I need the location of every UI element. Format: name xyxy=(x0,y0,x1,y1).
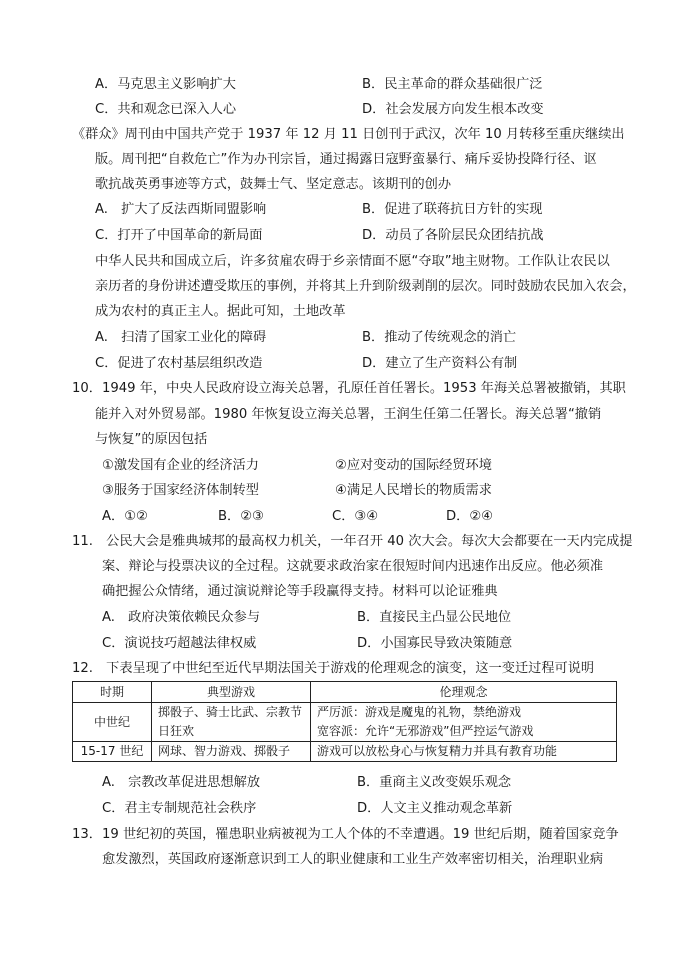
q10-item-3: ③服务于国家经济体制转型 xyxy=(102,483,259,498)
q9-stem-line: 亲历者的身份讲述遭受欺压的事例，并将其上升到阶级剥削的层次。同时鼓励农民加入农会， xyxy=(95,279,636,294)
q12-table xyxy=(72,681,617,762)
q12-option-b: B．重商主义改变娱乐观念 xyxy=(357,775,512,790)
q10-option-b: B．②③ xyxy=(218,509,264,524)
table-header-games: 典型游戏 xyxy=(152,682,311,703)
q11-option-b: B．直接民主凸显公民地位 xyxy=(357,610,512,625)
q11-stem-line: 案、辩论与投票决议的全过程。这就要求政治家在很短时间内迅速作出反应。他必须准 xyxy=(102,559,604,574)
q7-option-a: A．马克思主义影响扩大 xyxy=(95,77,236,92)
q9-stem-line: 成为农村的真正主人。据此可知，土地改革 xyxy=(95,304,346,319)
table-header-row xyxy=(73,682,617,703)
q10-stem-line: 与恢复”的原因包括 xyxy=(95,432,208,447)
table-row xyxy=(73,742,617,762)
q8-option-c: C．打开了中国革命的新局面 xyxy=(95,228,263,243)
q10-item-1: ①激发国有企业的经济活力 xyxy=(102,458,259,473)
q11-option-d: D．小国寡民导致决策随意 xyxy=(357,636,513,651)
q8-stem-line: 版。周刊把“自救危亡”作为办刊宗旨，通过揭露日寇野蛮暴行、痛斥妥协投降行径、讴 xyxy=(95,152,597,167)
q9-option-c: C．促进了农村基层组织改造 xyxy=(95,356,263,371)
q12-option-a: A. 宗教改革促进思想解放 xyxy=(102,775,261,790)
q10-item-2: ②应对变动的国际经贸环境 xyxy=(335,458,492,473)
cell-line: 宽容派：允许“无邪游戏”但严控运气游戏 xyxy=(317,724,534,738)
q9-stem-line: 中华人民共和国成立后，许多贫雇农碍于乡亲情面不愿“夺取”地主财物。工作队让农民以 xyxy=(95,254,610,269)
q11-stem-line: 确把握公众情绪，通过演说辩论等手段赢得支持。材料可以论证雅典 xyxy=(102,584,498,599)
q10-option-c: C．③④ xyxy=(332,509,379,524)
q7-option-d: D．社会发展方向发生根本改变 xyxy=(362,102,544,117)
table-header-ethics: 伦理观念 xyxy=(311,682,617,703)
table-cell-games: 网球、智力游戏、掷骰子 xyxy=(152,742,311,762)
q11-option-c: C．演说技巧超越法律权威 xyxy=(102,636,257,651)
q10-stem-line: 10．1949 年，中央人民政府设立海关总署，孔原任首任署长。1953 年海关总署被撤销，其职 xyxy=(72,381,626,396)
q8-stem-line: 《群众》周刊由中国共产党于 1937 年 12 月 11 日创刊于武汉，次年 10 月转移至重庆继续出 xyxy=(72,127,625,142)
q12-option-d: D．人文主义推动观念革新 xyxy=(357,801,513,816)
q9-option-b: B．推动了传统观念的消亡 xyxy=(362,330,517,345)
q12-option-c: C．君主专制规范社会秩序 xyxy=(102,801,257,816)
q7-option-b: B．民主革命的群众基础很广泛 xyxy=(362,77,543,92)
q10-option-d: D．②④ xyxy=(446,509,493,524)
table-cell-ethics: 游戏可以放松身心与恢复精力并具有教育功能 xyxy=(311,742,617,762)
q8-stem-line: 歌抗战英勇事迹等方式，鼓舞士气、坚定意志。该期刊的创办 xyxy=(95,177,452,192)
table-header-period: 时期 xyxy=(73,682,152,703)
cell-line: 严厉派：游戏是魔鬼的礼物，禁绝游戏 xyxy=(317,705,522,719)
q10-item-4: ④满足人民增长的物质需求 xyxy=(335,483,492,498)
table-row xyxy=(73,703,617,742)
q8-option-a: A. 扩大了反法西斯同盟影响 xyxy=(95,202,267,217)
table-cell-period: 15-17 世纪 xyxy=(73,742,152,762)
q13-stem-line: 愈发激烈，英国政府逐渐意识到工人的职业健康和工业生产效率密切相关，治理职业病 xyxy=(102,852,604,867)
q13-stem-line: 13．19 世纪初的英国，罹患职业病被视为工人个体的不幸遭遇。19 世纪后期，随着国家竞争 xyxy=(72,827,619,842)
q8-option-b: B．促进了联蒋抗日方针的实现 xyxy=(362,202,543,217)
table-cell-period: 中世纪 xyxy=(73,703,152,742)
q7-option-c: C．共和观念已深入人心 xyxy=(95,102,237,117)
q12-stem: 12. 下表呈现了中世纪至近代早期法国关于游戏的伦理观念的演变，这一变迁过程可说明 xyxy=(72,661,595,676)
q9-option-d: D．建立了生产资料公有制 xyxy=(362,356,518,371)
cell-line: 掷骰子、骑士比武、宗教节 xyxy=(158,705,303,719)
table-cell-ethics xyxy=(311,703,617,742)
q9-option-a: A. 扫清了国家工业化的障碍 xyxy=(95,330,267,345)
q8-option-d: D．动员了各阶层民众团结抗战 xyxy=(362,228,544,243)
cell-line: 日狂欢 xyxy=(158,724,195,738)
q11-stem-line: 11. 公民大会是雅典城邦的最高权力机关，一年召开 40 次大会。每次大会都要在一天内完成提 xyxy=(72,534,633,549)
table-cell-games xyxy=(152,703,311,742)
q11-option-a: A. 政府决策依赖民众参与 xyxy=(102,610,261,625)
q10-stem-line: 能并入对外贸易部。1980 年恢复设立海关总署，王润生任第二任署长。海关总署“撤销 xyxy=(95,407,602,422)
q10-option-a: A．①② xyxy=(102,509,148,524)
